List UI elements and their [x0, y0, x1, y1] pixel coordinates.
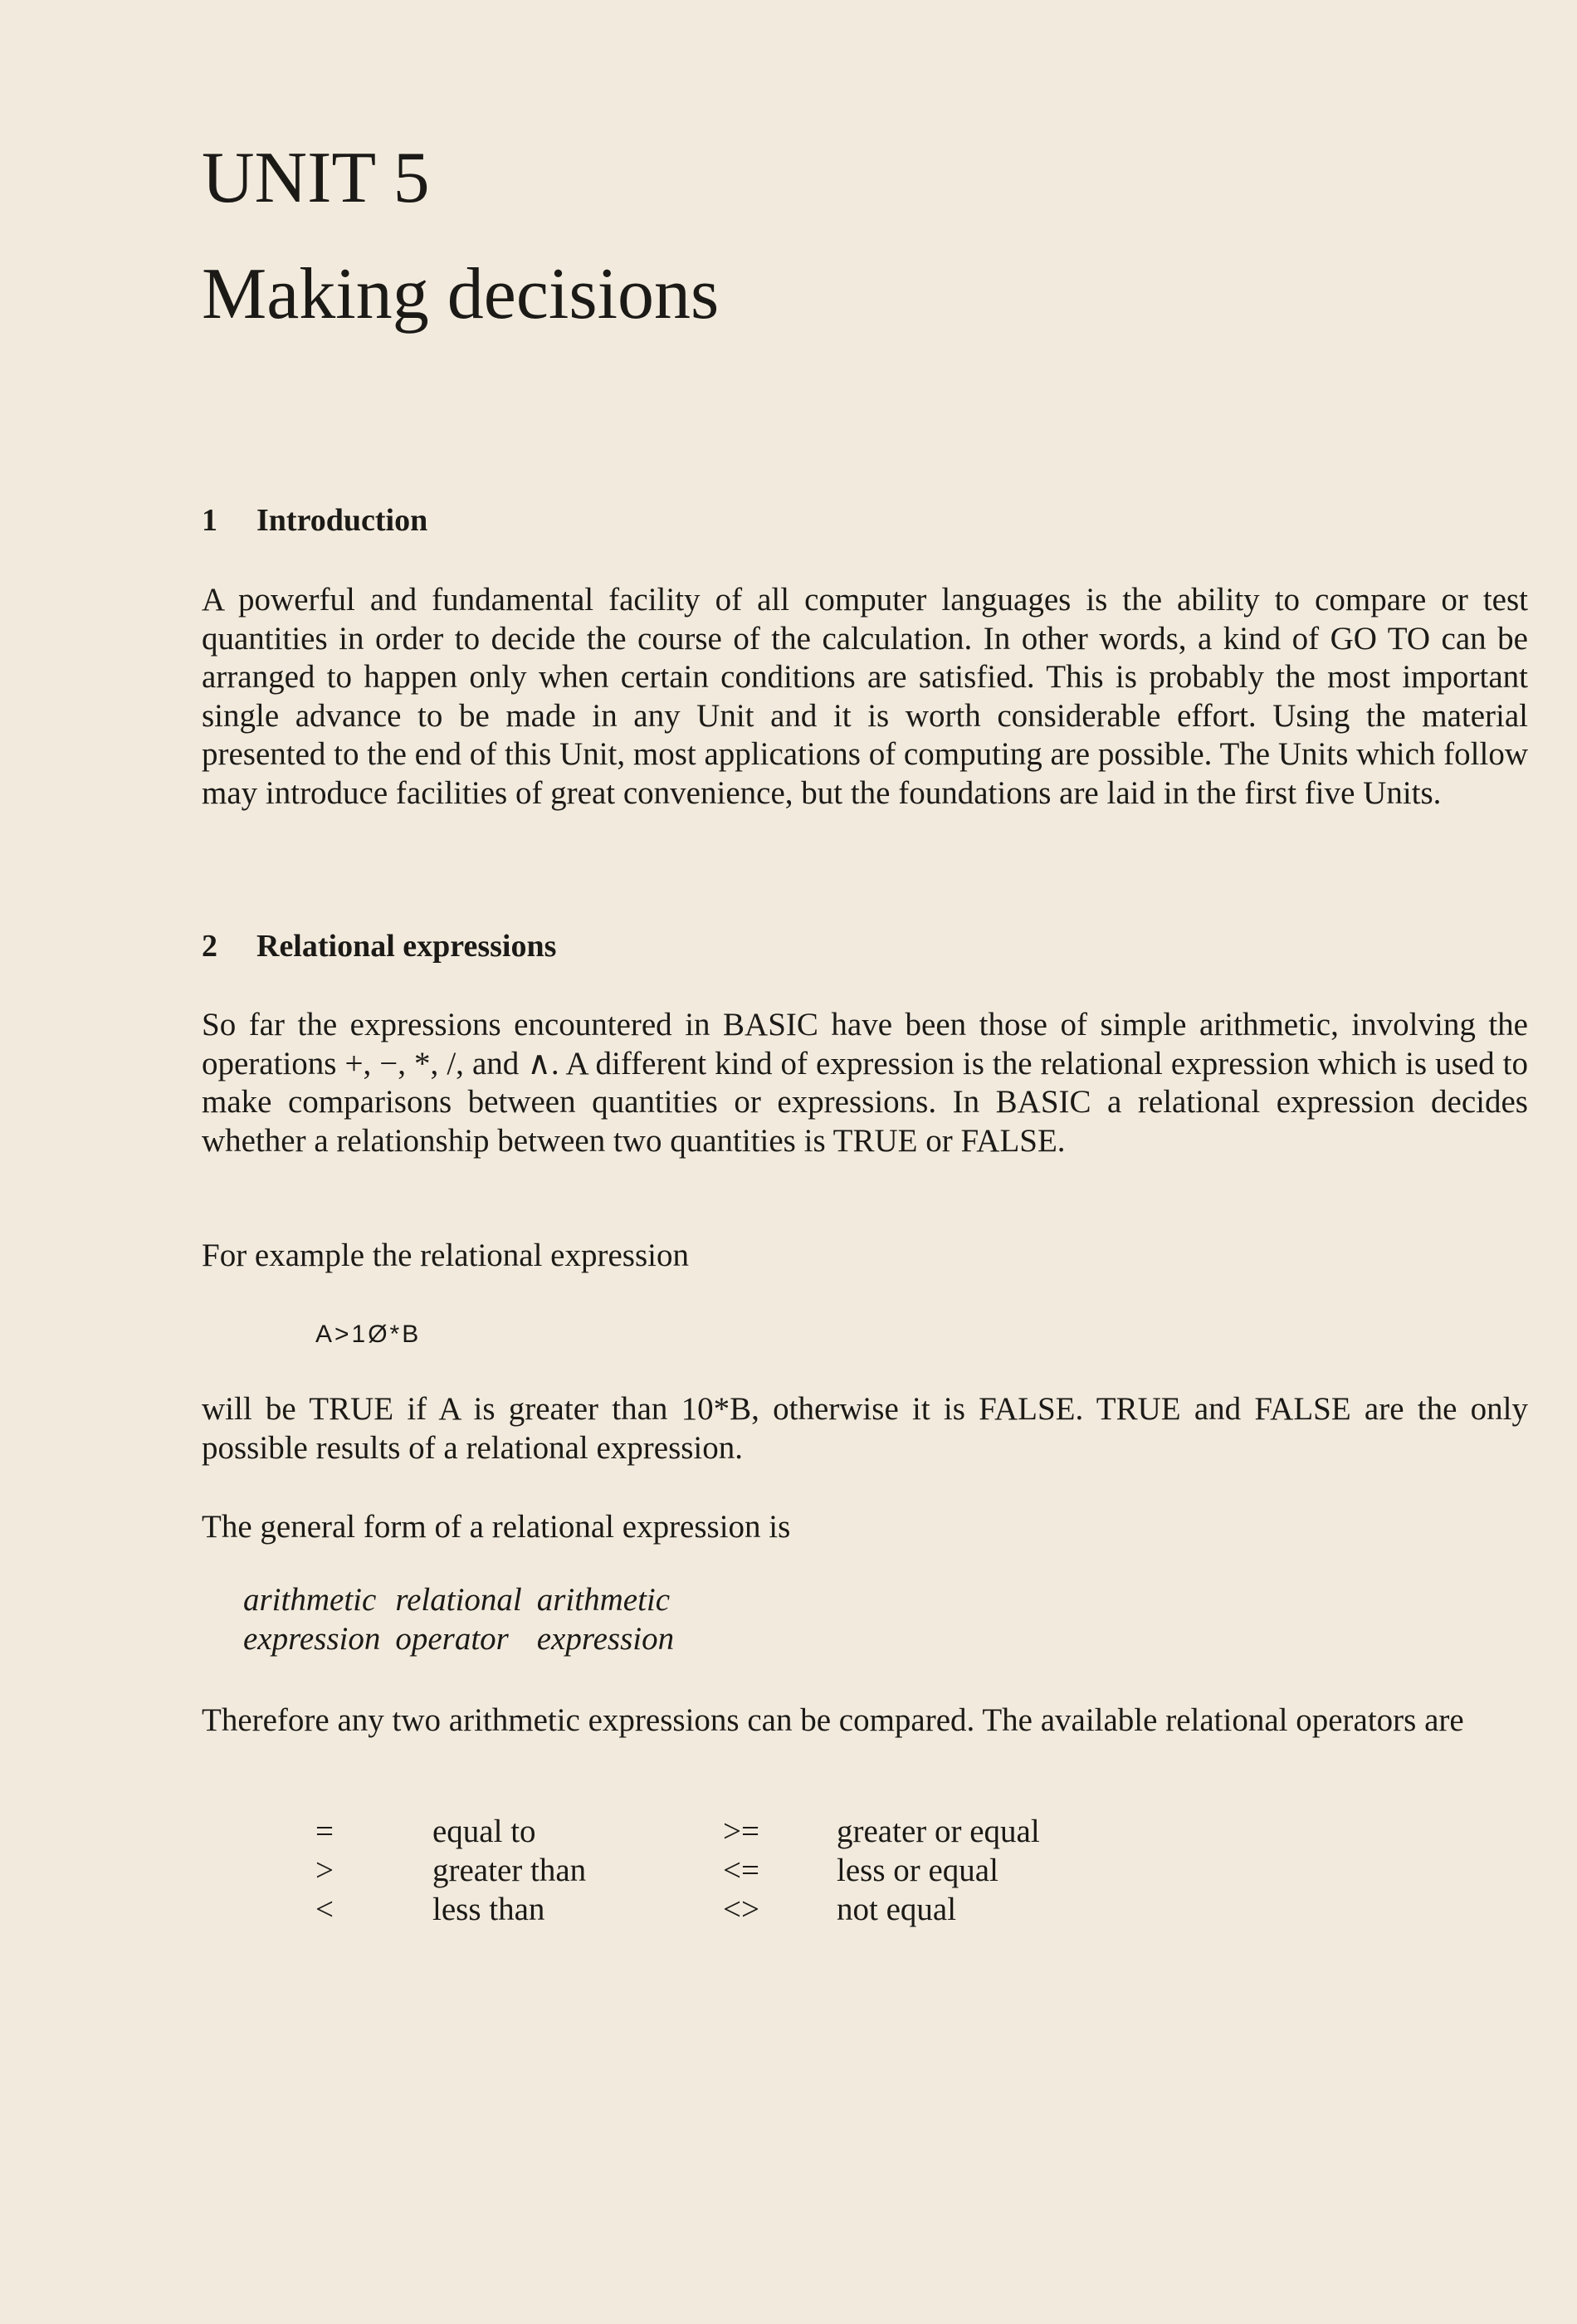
- general-form-row: [243, 1619, 689, 1658]
- example-lead-paragraph: For example the relational expression: [202, 1238, 689, 1273]
- section-title: Relational expressions: [256, 929, 557, 964]
- operator-meaning: less than: [432, 1892, 545, 1927]
- operator-meaning: equal to: [432, 1814, 536, 1849]
- section-heading-relational-expressions: [202, 926, 556, 966]
- operator-symbol: <>: [723, 1892, 759, 1927]
- section-heading-introduction: [202, 500, 427, 540]
- general-form-lead-paragraph: The general form of a relational expression is: [202, 1509, 791, 1545]
- operator-symbol: <: [315, 1892, 334, 1927]
- operator-symbol: >=: [723, 1814, 759, 1849]
- general-form-cell: arithmetic: [243, 1582, 377, 1618]
- operators-lead-paragraph: Therefore any two arithmetic expressions can be compared. The available relational operators are: [202, 1702, 1464, 1738]
- code-example: A>1Ø*B: [315, 1321, 422, 1348]
- general-form-cell: expression: [243, 1621, 381, 1657]
- general-form-row: [243, 1580, 689, 1619]
- operator-meaning: greater than: [432, 1853, 587, 1888]
- unit-title: Making decisions: [202, 254, 720, 334]
- example-explanation-paragraph: will be TRUE if A is greater than 10*B, otherwise it is FALSE. TRUE and FALSE are the only possible results of a relational expression.: [202, 1391, 1528, 1466]
- operator-meaning: less or equal: [837, 1853, 998, 1888]
- operator-symbol: =: [315, 1814, 334, 1849]
- section-number: 1: [202, 503, 217, 538]
- operator-symbol: >: [315, 1853, 334, 1888]
- general-form-cell: relational: [395, 1582, 522, 1618]
- operator-meaning: greater or equal: [837, 1814, 1040, 1849]
- section-number: 2: [202, 929, 217, 964]
- operator-meaning: not equal: [837, 1892, 957, 1927]
- general-form-table: [243, 1580, 689, 1658]
- unit-number: UNIT 5: [202, 138, 430, 218]
- general-form-cell: operator: [395, 1621, 509, 1657]
- relational-intro-paragraph: So far the expressions encountered in BASIC have been those of simple arithmetic, involving the operations +, −, *, /, and ∧. A different kind of expression is the relational expression which is used to make comparisons between quantities or expressions. In BASIC a relational expression decides whether a relationship between two quantities is TRUE or FALSE.: [202, 1007, 1528, 1159]
- introduction-paragraph: A powerful and fundamental facility of all computer languages is the ability to compare or test quantities in order to decide the course of the calculation. In other words, a kind of GO TO can be arranged to happen only when certain conditions are satisfied. This is probably the most important single advance to be made in any Unit and it is worth considerable effort. Using the material presented to the end of this Unit, most applications of computing are possible. The Units which follow may introduce facilities of great convenience, but the foundations are laid in the first five Units.: [202, 582, 1529, 811]
- section-title: Introduction: [256, 503, 428, 538]
- operator-symbol: <=: [723, 1853, 759, 1888]
- general-form-cell: arithmetic: [536, 1582, 671, 1618]
- general-form-cell: expression: [536, 1621, 675, 1657]
